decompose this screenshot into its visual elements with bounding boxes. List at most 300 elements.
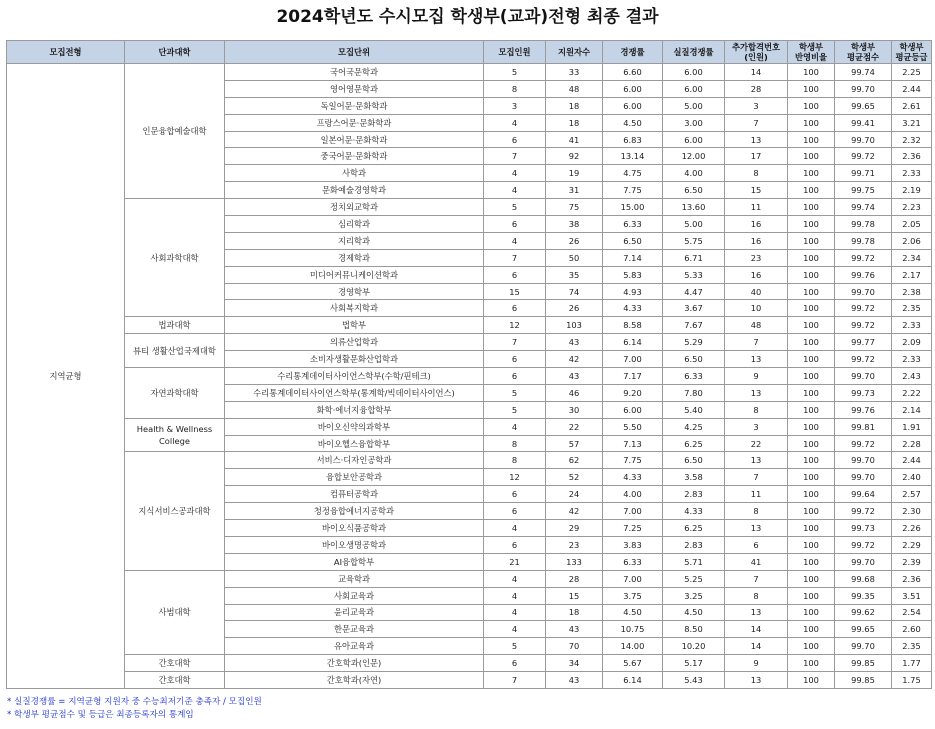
applicants-cell: 57 <box>546 435 603 452</box>
quota-cell: 5 <box>484 199 546 216</box>
college-cell: 인문융합예술대학 <box>125 64 225 199</box>
ratio-cell: 6.33 <box>603 216 663 233</box>
table-row <box>7 672 932 689</box>
unit-cell: 융합보안공학과 <box>225 469 484 486</box>
quota-cell: 21 <box>484 553 546 570</box>
extra-cell: 13 <box>725 131 788 148</box>
avg-score-cell: 99.85 <box>835 672 892 689</box>
real-ratio-cell: 5.25 <box>663 570 725 587</box>
unit-cell: 소비자생활문화산업학과 <box>225 351 484 368</box>
applicants-cell: 23 <box>546 536 603 553</box>
applicants-cell: 33 <box>546 64 603 81</box>
applicants-cell: 46 <box>546 384 603 401</box>
quota-cell: 12 <box>484 469 546 486</box>
avg-score-cell: 99.76 <box>835 401 892 418</box>
applicants-cell: 34 <box>546 655 603 672</box>
unit-cell: 한문교육과 <box>225 621 484 638</box>
header-unit: 모집단위 <box>225 41 484 64</box>
unit-cell: 일본어문·문화학과 <box>225 131 484 148</box>
avg-score-cell: 99.72 <box>835 435 892 452</box>
avg-grade-cell: 2.09 <box>892 334 932 351</box>
applicants-cell: 22 <box>546 418 603 435</box>
avg-score-cell: 99.41 <box>835 114 892 131</box>
extra-cell: 8 <box>725 503 788 520</box>
reflect-cell: 100 <box>788 384 835 401</box>
unit-cell: 중국어문·문화학과 <box>225 148 484 165</box>
quota-cell: 6 <box>484 368 546 385</box>
avg-grade-cell: 2.35 <box>892 300 932 317</box>
avg-score-cell: 99.73 <box>835 384 892 401</box>
quota-cell: 6 <box>484 503 546 520</box>
ratio-cell: 15.00 <box>603 199 663 216</box>
applicants-cell: 30 <box>546 401 603 418</box>
avg-grade-cell: 2.44 <box>892 80 932 97</box>
avg-grade-cell: 2.57 <box>892 486 932 503</box>
avg-grade-cell: 2.33 <box>892 165 932 182</box>
ratio-cell: 6.50 <box>603 232 663 249</box>
extra-cell: 7 <box>725 570 788 587</box>
quota-cell: 5 <box>484 384 546 401</box>
real-ratio-cell: 5.00 <box>663 97 725 114</box>
college-cell: 사회과학대학 <box>125 199 225 317</box>
reflect-cell: 100 <box>788 232 835 249</box>
reflect-cell: 100 <box>788 587 835 604</box>
applicants-cell: 35 <box>546 266 603 283</box>
ratio-cell: 4.50 <box>603 604 663 621</box>
real-ratio-cell: 13.60 <box>663 199 725 216</box>
ratio-cell: 6.60 <box>603 64 663 81</box>
avg-grade-cell: 1.77 <box>892 655 932 672</box>
reflect-cell: 100 <box>788 553 835 570</box>
table-body <box>7 64 932 689</box>
extra-cell: 16 <box>725 232 788 249</box>
extra-cell: 11 <box>725 486 788 503</box>
college-cell: 간호대학 <box>125 655 225 672</box>
ratio-cell: 7.00 <box>603 503 663 520</box>
avg-score-cell: 99.72 <box>835 249 892 266</box>
college-cell: 지식서비스공과대학 <box>125 452 225 570</box>
real-ratio-cell: 6.25 <box>663 520 725 537</box>
ratio-cell: 4.33 <box>603 469 663 486</box>
real-ratio-cell: 3.67 <box>663 300 725 317</box>
unit-cell: 심리학과 <box>225 216 484 233</box>
header-type: 모집전형 <box>7 41 125 64</box>
reflect-cell: 100 <box>788 182 835 199</box>
reflect-cell: 100 <box>788 97 835 114</box>
quota-cell: 4 <box>484 587 546 604</box>
unit-cell: 서비스·디자인공학과 <box>225 452 484 469</box>
avg-score-cell: 99.72 <box>835 351 892 368</box>
avg-grade-cell: 2.26 <box>892 520 932 537</box>
avg-grade-cell: 2.14 <box>892 401 932 418</box>
real-ratio-cell: 4.33 <box>663 503 725 520</box>
quota-cell: 12 <box>484 317 546 334</box>
ratio-cell: 7.13 <box>603 435 663 452</box>
avg-grade-cell: 2.28 <box>892 435 932 452</box>
reflect-cell: 100 <box>788 520 835 537</box>
avg-score-cell: 99.70 <box>835 452 892 469</box>
avg-grade-cell: 2.33 <box>892 317 932 334</box>
extra-cell: 13 <box>725 452 788 469</box>
avg-grade-cell: 2.25 <box>892 64 932 81</box>
real-ratio-cell: 5.75 <box>663 232 725 249</box>
avg-score-cell: 99.77 <box>835 334 892 351</box>
quota-cell: 4 <box>484 570 546 587</box>
reflect-cell: 100 <box>788 80 835 97</box>
applicants-cell: 19 <box>546 165 603 182</box>
avg-score-cell: 99.65 <box>835 621 892 638</box>
results-table <box>6 40 932 689</box>
avg-grade-cell: 2.60 <box>892 621 932 638</box>
unit-cell: 바이오생명공학과 <box>225 536 484 553</box>
applicants-cell: 15 <box>546 587 603 604</box>
ratio-cell: 8.58 <box>603 317 663 334</box>
quota-cell: 6 <box>484 536 546 553</box>
unit-cell: 경제학과 <box>225 249 484 266</box>
reflect-cell: 100 <box>788 114 835 131</box>
unit-cell: 컴퓨터공학과 <box>225 486 484 503</box>
quota-cell: 6 <box>484 351 546 368</box>
admission-type-cell: 지역균형 <box>7 64 125 689</box>
ratio-cell: 6.00 <box>603 401 663 418</box>
extra-cell: 48 <box>725 317 788 334</box>
reflect-cell: 100 <box>788 536 835 553</box>
avg-grade-cell: 2.22 <box>892 384 932 401</box>
avg-score-cell: 99.76 <box>835 266 892 283</box>
quota-cell: 15 <box>484 283 546 300</box>
real-ratio-cell: 6.33 <box>663 368 725 385</box>
unit-cell: 미디어커뮤니케이션학과 <box>225 266 484 283</box>
header-extra: 추가합격번호 (인원) <box>725 41 788 64</box>
unit-cell: 간호학과(자연) <box>225 672 484 689</box>
avg-grade-cell: 2.54 <box>892 604 932 621</box>
avg-grade-cell: 1.75 <box>892 672 932 689</box>
applicants-cell: 29 <box>546 520 603 537</box>
real-ratio-cell: 5.40 <box>663 401 725 418</box>
avg-grade-cell: 3.51 <box>892 587 932 604</box>
real-ratio-cell: 2.83 <box>663 536 725 553</box>
real-ratio-cell: 8.50 <box>663 621 725 638</box>
ratio-cell: 7.25 <box>603 520 663 537</box>
avg-score-cell: 99.78 <box>835 216 892 233</box>
real-ratio-cell: 4.50 <box>663 604 725 621</box>
quota-cell: 6 <box>484 300 546 317</box>
reflect-cell: 100 <box>788 452 835 469</box>
avg-score-cell: 99.72 <box>835 148 892 165</box>
footnotes <box>7 696 262 722</box>
applicants-cell: 18 <box>546 114 603 131</box>
applicants-cell: 43 <box>546 672 603 689</box>
reflect-cell: 100 <box>788 570 835 587</box>
avg-grade-cell: 2.34 <box>892 249 932 266</box>
table-row <box>7 418 932 435</box>
extra-cell: 3 <box>725 97 788 114</box>
reflect-cell: 100 <box>788 672 835 689</box>
footnote-score: * 학생부 평균점수 및 등급은 최종등록자의 통계임 <box>7 710 194 720</box>
college-cell: 뷰티 생활산업국제대학 <box>125 334 225 368</box>
extra-cell: 13 <box>725 384 788 401</box>
real-ratio-cell: 5.43 <box>663 672 725 689</box>
quota-cell: 4 <box>484 165 546 182</box>
extra-cell: 11 <box>725 199 788 216</box>
extra-cell: 17 <box>725 148 788 165</box>
college-cell: 자연과학대학 <box>125 368 225 419</box>
header-quota: 모집인원 <box>484 41 546 64</box>
ratio-cell: 6.14 <box>603 334 663 351</box>
ratio-cell: 14.00 <box>603 638 663 655</box>
real-ratio-cell: 6.50 <box>663 351 725 368</box>
reflect-cell: 100 <box>788 165 835 182</box>
unit-cell: 정치외교학과 <box>225 199 484 216</box>
reflect-cell: 100 <box>788 621 835 638</box>
extra-cell: 7 <box>725 334 788 351</box>
ratio-cell: 7.75 <box>603 452 663 469</box>
unit-cell: 지리학과 <box>225 232 484 249</box>
avg-grade-cell: 2.40 <box>892 469 932 486</box>
extra-cell: 22 <box>725 435 788 452</box>
ratio-cell: 13.14 <box>603 148 663 165</box>
real-ratio-cell: 5.71 <box>663 553 725 570</box>
unit-cell: 사학과 <box>225 165 484 182</box>
real-ratio-cell: 12.00 <box>663 148 725 165</box>
avg-score-cell: 99.70 <box>835 469 892 486</box>
quota-cell: 7 <box>484 672 546 689</box>
reflect-cell: 100 <box>788 317 835 334</box>
real-ratio-cell: 6.00 <box>663 131 725 148</box>
avg-score-cell: 99.62 <box>835 604 892 621</box>
avg-score-cell: 99.75 <box>835 182 892 199</box>
ratio-cell: 7.75 <box>603 182 663 199</box>
extra-cell: 15 <box>725 182 788 199</box>
avg-score-cell: 99.74 <box>835 199 892 216</box>
real-ratio-cell: 6.71 <box>663 249 725 266</box>
applicants-cell: 43 <box>546 334 603 351</box>
quota-cell: 6 <box>484 655 546 672</box>
avg-grade-cell: 2.43 <box>892 368 932 385</box>
reflect-cell: 100 <box>788 266 835 283</box>
extra-cell: 41 <box>725 553 788 570</box>
quota-cell: 4 <box>484 621 546 638</box>
avg-grade-cell: 2.35 <box>892 638 932 655</box>
applicants-cell: 103 <box>546 317 603 334</box>
table-row <box>7 334 932 351</box>
unit-cell: 바이오신약의과학부 <box>225 418 484 435</box>
table-row <box>7 317 932 334</box>
avg-grade-cell: 2.39 <box>892 553 932 570</box>
applicants-cell: 26 <box>546 232 603 249</box>
applicants-cell: 43 <box>546 621 603 638</box>
unit-cell: 수리통계데이터사이언스학부(수학/핀테크) <box>225 368 484 385</box>
real-ratio-cell: 6.50 <box>663 182 725 199</box>
quota-cell: 3 <box>484 97 546 114</box>
avg-score-cell: 99.72 <box>835 503 892 520</box>
header-avg-grade: 학생부 평균등급 <box>892 41 932 64</box>
header-reflect: 학생부 반영비율 <box>788 41 835 64</box>
real-ratio-cell: 6.00 <box>663 80 725 97</box>
footnote-real-ratio: * 실질경쟁률 = 지역균형 지원자 중 수능최저기준 충족자 / 모집인원 <box>7 697 262 707</box>
real-ratio-cell: 6.25 <box>663 435 725 452</box>
avg-score-cell: 99.35 <box>835 587 892 604</box>
reflect-cell: 100 <box>788 604 835 621</box>
extra-cell: 13 <box>725 520 788 537</box>
ratio-cell: 6.00 <box>603 80 663 97</box>
avg-score-cell: 99.70 <box>835 553 892 570</box>
quota-cell: 4 <box>484 232 546 249</box>
ratio-cell: 5.50 <box>603 418 663 435</box>
reflect-cell: 100 <box>788 283 835 300</box>
avg-grade-cell: 2.33 <box>892 351 932 368</box>
unit-cell: 사회교육과 <box>225 587 484 604</box>
unit-cell: 유아교육과 <box>225 638 484 655</box>
avg-grade-cell: 2.61 <box>892 97 932 114</box>
ratio-cell: 7.14 <box>603 249 663 266</box>
ratio-cell: 5.83 <box>603 266 663 283</box>
applicants-cell: 18 <box>546 97 603 114</box>
quota-cell: 6 <box>484 486 546 503</box>
extra-cell: 13 <box>725 672 788 689</box>
real-ratio-cell: 5.17 <box>663 655 725 672</box>
applicants-cell: 133 <box>546 553 603 570</box>
ratio-cell: 4.00 <box>603 486 663 503</box>
quota-cell: 7 <box>484 334 546 351</box>
real-ratio-cell: 3.00 <box>663 114 725 131</box>
quota-cell: 5 <box>484 401 546 418</box>
extra-cell: 6 <box>725 536 788 553</box>
extra-cell: 3 <box>725 418 788 435</box>
table-row <box>7 570 932 587</box>
quota-cell: 5 <box>484 64 546 81</box>
extra-cell: 7 <box>725 469 788 486</box>
avg-grade-cell: 2.05 <box>892 216 932 233</box>
extra-cell: 14 <box>725 638 788 655</box>
applicants-cell: 74 <box>546 283 603 300</box>
college-cell: 간호대학 <box>125 672 225 689</box>
table-row <box>7 368 932 385</box>
unit-cell: AI융합학부 <box>225 553 484 570</box>
ratio-cell: 7.17 <box>603 368 663 385</box>
applicants-cell: 75 <box>546 199 603 216</box>
unit-cell: 수리통계데이터사이언스학부(통계학/빅데이터사이언스) <box>225 384 484 401</box>
ratio-cell: 6.83 <box>603 131 663 148</box>
applicants-cell: 42 <box>546 351 603 368</box>
extra-cell: 8 <box>725 587 788 604</box>
avg-score-cell: 99.70 <box>835 638 892 655</box>
avg-score-cell: 99.73 <box>835 520 892 537</box>
extra-cell: 14 <box>725 64 788 81</box>
unit-cell: 사회복지학과 <box>225 300 484 317</box>
avg-score-cell: 99.70 <box>835 283 892 300</box>
reflect-cell: 100 <box>788 418 835 435</box>
extra-cell: 16 <box>725 216 788 233</box>
college-cell: 사범대학 <box>125 570 225 654</box>
extra-cell: 13 <box>725 604 788 621</box>
applicants-cell: 92 <box>546 148 603 165</box>
real-ratio-cell: 3.58 <box>663 469 725 486</box>
reflect-cell: 100 <box>788 655 835 672</box>
avg-score-cell: 99.72 <box>835 317 892 334</box>
extra-cell: 9 <box>725 368 788 385</box>
real-ratio-cell: 4.00 <box>663 165 725 182</box>
avg-grade-cell: 2.06 <box>892 232 932 249</box>
ratio-cell: 7.00 <box>603 570 663 587</box>
header-real-ratio: 실질경쟁률 <box>663 41 725 64</box>
quota-cell: 5 <box>484 638 546 655</box>
avg-grade-cell: 2.32 <box>892 131 932 148</box>
applicants-cell: 48 <box>546 80 603 97</box>
applicants-cell: 26 <box>546 300 603 317</box>
unit-cell: 윤리교육과 <box>225 604 484 621</box>
avg-score-cell: 99.74 <box>835 64 892 81</box>
ratio-cell: 5.67 <box>603 655 663 672</box>
avg-grade-cell: 2.23 <box>892 199 932 216</box>
avg-grade-cell: 2.36 <box>892 148 932 165</box>
reflect-cell: 100 <box>788 351 835 368</box>
avg-grade-cell: 2.30 <box>892 503 932 520</box>
real-ratio-cell: 5.00 <box>663 216 725 233</box>
reflect-cell: 100 <box>788 334 835 351</box>
unit-cell: 독일어문·문화학과 <box>225 97 484 114</box>
table-row <box>7 655 932 672</box>
ratio-cell: 4.33 <box>603 300 663 317</box>
extra-cell: 40 <box>725 283 788 300</box>
real-ratio-cell: 3.25 <box>663 587 725 604</box>
avg-grade-cell: 1.91 <box>892 418 932 435</box>
reflect-cell: 100 <box>788 486 835 503</box>
extra-cell: 10 <box>725 300 788 317</box>
real-ratio-cell: 6.00 <box>663 64 725 81</box>
unit-cell: 청정융합에너지공학과 <box>225 503 484 520</box>
header-college: 단과대학 <box>125 41 225 64</box>
unit-cell: 법학부 <box>225 317 484 334</box>
applicants-cell: 28 <box>546 570 603 587</box>
ratio-cell: 10.75 <box>603 621 663 638</box>
real-ratio-cell: 4.25 <box>663 418 725 435</box>
unit-cell: 의류산업학과 <box>225 334 484 351</box>
reflect-cell: 100 <box>788 216 835 233</box>
applicants-cell: 62 <box>546 452 603 469</box>
reflect-cell: 100 <box>788 300 835 317</box>
applicants-cell: 52 <box>546 469 603 486</box>
applicants-cell: 70 <box>546 638 603 655</box>
ratio-cell: 6.14 <box>603 672 663 689</box>
avg-grade-cell: 2.19 <box>892 182 932 199</box>
reflect-cell: 100 <box>788 249 835 266</box>
applicants-cell: 43 <box>546 368 603 385</box>
unit-cell: 문화예술경영학과 <box>225 182 484 199</box>
applicants-cell: 31 <box>546 182 603 199</box>
applicants-cell: 38 <box>546 216 603 233</box>
reflect-cell: 100 <box>788 368 835 385</box>
reflect-cell: 100 <box>788 469 835 486</box>
extra-cell: 8 <box>725 401 788 418</box>
avg-grade-cell: 2.36 <box>892 570 932 587</box>
quota-cell: 8 <box>484 452 546 469</box>
avg-grade-cell: 2.44 <box>892 452 932 469</box>
unit-cell: 교육학과 <box>225 570 484 587</box>
ratio-cell: 4.93 <box>603 283 663 300</box>
ratio-cell: 6.33 <box>603 553 663 570</box>
ratio-cell: 4.75 <box>603 165 663 182</box>
quota-cell: 6 <box>484 216 546 233</box>
unit-cell: 간호학과(인문) <box>225 655 484 672</box>
ratio-cell: 3.75 <box>603 587 663 604</box>
quota-cell: 8 <box>484 435 546 452</box>
college-cell: 법과대학 <box>125 317 225 334</box>
applicants-cell: 24 <box>546 486 603 503</box>
unit-cell: 바이오식품공학과 <box>225 520 484 537</box>
avg-score-cell: 99.72 <box>835 300 892 317</box>
avg-score-cell: 99.81 <box>835 418 892 435</box>
